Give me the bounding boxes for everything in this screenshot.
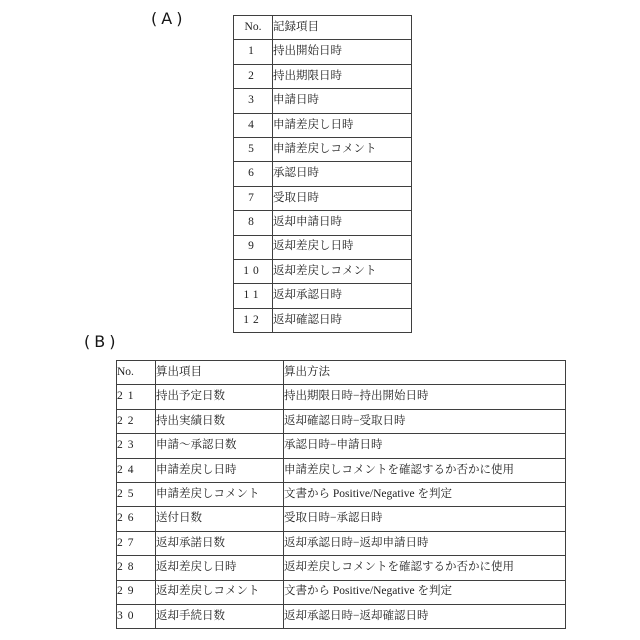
row-no: 10 <box>234 259 273 283</box>
table-row <box>117 580 566 604</box>
record-item-cell: 承認日時 <box>273 162 412 186</box>
calc-method-cell: 持出期限日時−持出開始日時 <box>284 385 566 409</box>
table-row <box>234 259 412 283</box>
calc-method-cell: 返却差戻しコメントを確認するか否かに使用 <box>284 556 566 580</box>
row-no: 8 <box>234 211 273 235</box>
table-row <box>117 604 566 628</box>
table-row <box>234 89 412 113</box>
record-items-table <box>233 15 412 333</box>
row-no: 29 <box>117 580 156 604</box>
table-row <box>234 308 412 332</box>
table-row <box>234 137 412 161</box>
table-row <box>234 186 412 210</box>
calc-method-cell: 返却承認日時−返却申請日時 <box>284 531 566 555</box>
table-row <box>117 409 566 433</box>
calc-item-cell: 申請差戻し日時 <box>156 458 284 482</box>
table-row <box>117 434 566 458</box>
row-no: 21 <box>117 385 156 409</box>
column-header-no: No. <box>117 361 156 385</box>
row-no: 30 <box>117 604 156 628</box>
table-row <box>117 482 566 506</box>
table-row <box>234 235 412 259</box>
row-no: 1 <box>234 40 273 64</box>
row-no: 22 <box>117 409 156 433</box>
row-no: 26 <box>117 507 156 531</box>
calc-item-cell: 返却差戻しコメント <box>156 580 284 604</box>
calc-item-cell: 持出実績日数 <box>156 409 284 433</box>
calc-item-cell: 申請～承認日数 <box>156 434 284 458</box>
row-no: 5 <box>234 137 273 161</box>
table-row <box>117 556 566 580</box>
record-item-cell: 持出期限日時 <box>273 64 412 88</box>
row-no: 12 <box>234 308 273 332</box>
calc-method-cell: 返却承認日時−返却確認日時 <box>284 604 566 628</box>
calc-item-cell: 送付日数 <box>156 507 284 531</box>
record-item-cell: 申請差戻し日時 <box>273 113 412 137</box>
calc-item-cell: 返却承諾日数 <box>156 531 284 555</box>
row-no: 25 <box>117 482 156 506</box>
row-no: 28 <box>117 556 156 580</box>
record-item-cell: 申請日時 <box>273 89 412 113</box>
table-row <box>117 531 566 555</box>
row-no: 3 <box>234 89 273 113</box>
record-item-cell: 持出開始日時 <box>273 40 412 64</box>
calc-method-cell: 文書から Positive/Negative を判定 <box>284 580 566 604</box>
table-row <box>234 64 412 88</box>
record-item-cell: 受取日時 <box>273 186 412 210</box>
calc-method-cell: 文書から Positive/Negative を判定 <box>284 482 566 506</box>
column-header-calc-method: 算出方法 <box>284 361 566 385</box>
table-header-row <box>234 16 412 40</box>
row-no: 7 <box>234 186 273 210</box>
table-row <box>234 113 412 137</box>
record-item-cell: 返却承認日時 <box>273 284 412 308</box>
record-item-cell: 返却確認日時 <box>273 308 412 332</box>
table-header-row <box>117 361 566 385</box>
row-no: 27 <box>117 531 156 555</box>
row-no: 11 <box>234 284 273 308</box>
row-no: 24 <box>117 458 156 482</box>
calc-item-cell: 持出予定日数 <box>156 385 284 409</box>
row-no: 4 <box>234 113 273 137</box>
table-row <box>117 507 566 531</box>
row-no: 6 <box>234 162 273 186</box>
calc-method-cell: 申請差戻しコメントを確認するか否かに使用 <box>284 458 566 482</box>
table-row <box>234 284 412 308</box>
row-no: 9 <box>234 235 273 259</box>
table-row <box>234 40 412 64</box>
table-row <box>117 458 566 482</box>
calc-item-cell: 返却差戻し日時 <box>156 556 284 580</box>
calculated-items-table <box>116 360 566 629</box>
record-item-cell: 申請差戻しコメント <box>273 137 412 161</box>
row-no: 23 <box>117 434 156 458</box>
record-item-cell: 返却申請日時 <box>273 211 412 235</box>
record-item-cell: 返却差戻しコメント <box>273 259 412 283</box>
column-header-no: No. <box>234 16 273 40</box>
column-header-calc-item: 算出項目 <box>156 361 284 385</box>
table-row <box>234 162 412 186</box>
table-row <box>117 385 566 409</box>
calc-method-cell: 返却確認日時−受取日時 <box>284 409 566 433</box>
section-b-label: (B) <box>84 332 120 351</box>
column-header-record-item: 記録項目 <box>273 16 412 40</box>
calc-item-cell: 申請差戻しコメント <box>156 482 284 506</box>
table-row <box>234 211 412 235</box>
record-item-cell: 返却差戻し日時 <box>273 235 412 259</box>
row-no: 2 <box>234 64 273 88</box>
calc-item-cell: 返却手続日数 <box>156 604 284 628</box>
calc-method-cell: 承認日時−申請日時 <box>284 434 566 458</box>
section-a-label: (A) <box>151 9 187 28</box>
calc-method-cell: 受取日時−承認日時 <box>284 507 566 531</box>
